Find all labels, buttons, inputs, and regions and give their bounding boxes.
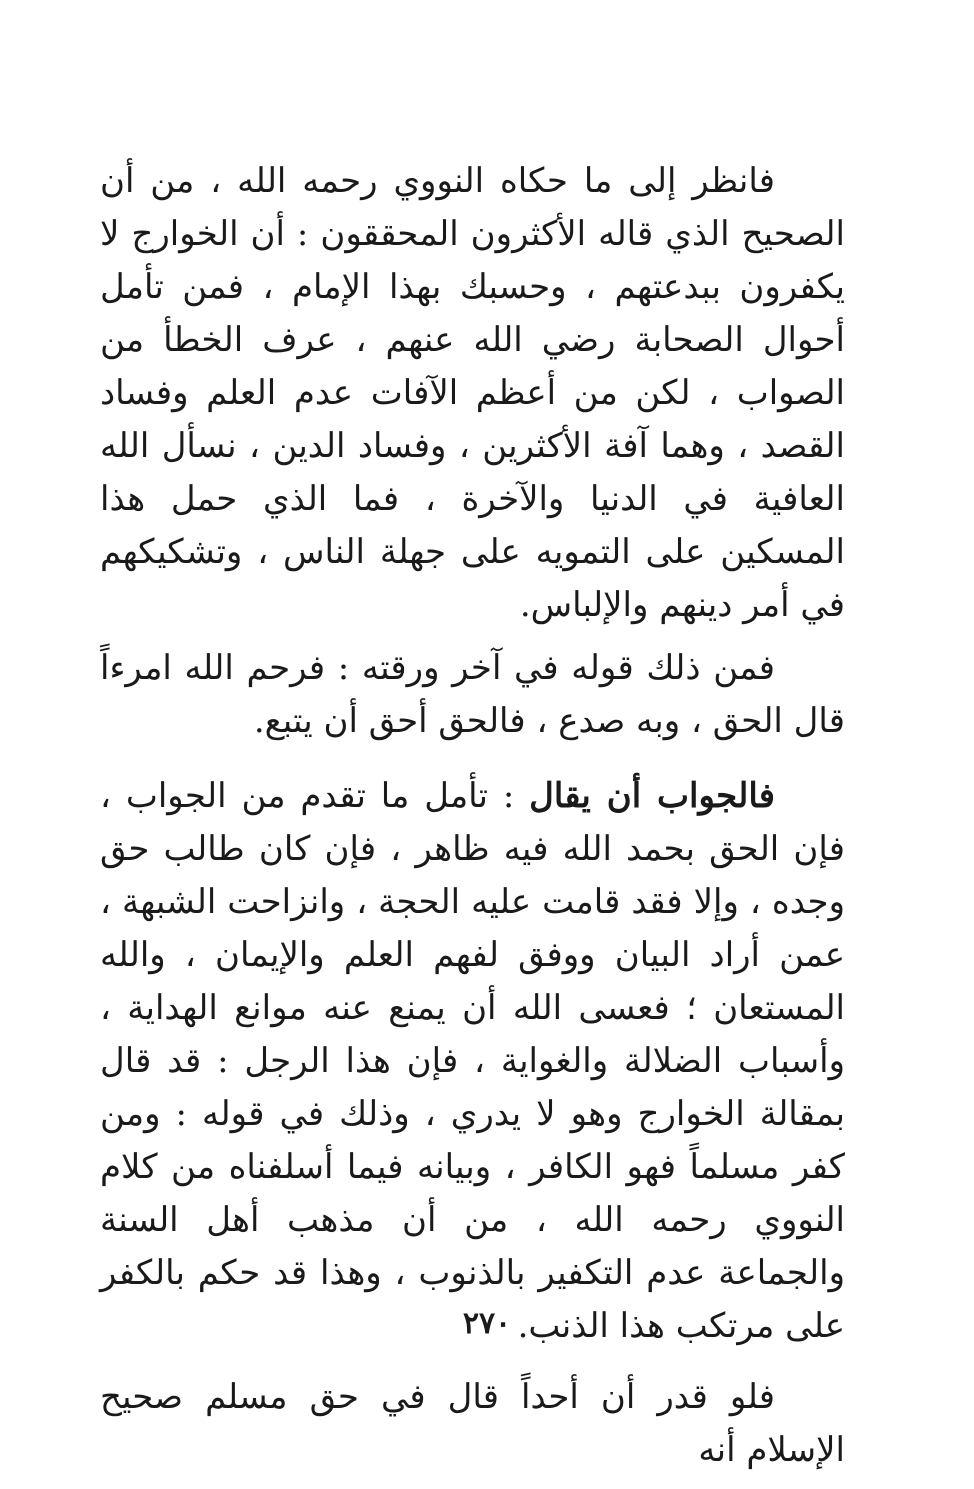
paragraph-2-text: فمن ذلك قوله في آخر ورقته : فرحم الله امرءاً قال الحق ، وبه صدع ، فالحق أحق أن يتبع. [100, 648, 845, 741]
paragraph-3 [100, 770, 845, 1353]
paragraph-3-lead: فالجواب أن يقال [529, 776, 775, 816]
page-body [100, 155, 845, 1477]
paragraph-4-text: فلو قدر أن أحداً قال في حق مسلم صحيح الإسلام أنه [100, 1377, 845, 1470]
paragraph-4 [100, 1371, 845, 1477]
page-number: ٢٧٠ [462, 1306, 512, 1341]
paragraph-1 [100, 155, 845, 632]
paragraph-3-text: : تأمل ما تقدم من الجواب ، فإن الحق بحمد الله فيه ظاهر ، فإن كان طالب حق وجده ، وإلا فقد قامت عليه الحجة ، وانزاحت الشبهة ، عمن أراد البيان ووفق لفهم العلم والإيمان ، والله المستعان ؛ فعسى الله أن يمنع عنه موانع الهداية ، وأسباب الضلالة والغواية ، فإن هذا الرجل : قد قال بمقالة الخوارج وهو لا يدري ، وذلك في قوله : ومن كفر مسلماً فهو الكافر ، وبيانه فيما أسلفناه من كلام النووي رحمه الله ، من أن مذهب أهل السنة والجماعة عدم التكفير بالذنوب ، وهذا قد حكم بالكفر على مرتكب هذا الذنب. [100, 776, 845, 1346]
paragraph-1-text: فانظر إلى ما حكاه النووي رحمه الله ، من أن الصحيح الذي قاله الأكثرون المحققون : أن الخوارج لا يكفرون ببدعتهم ، وحسبك بهذا الإمام ، فمن تأمل أحوال الصحابة رضي الله عنهم ، عرف الخطأ من الصواب ، لكن من أعظم الآفات عدم العلم وفساد القصد ، وهما آفة الأكثرين ، وفساد الدين ، نسأل الله العافية في الدنيا والآخرة ، فما الذي حمل هذا المسكين على التمويه على جهلة الناس ، وتشكيكهم في أمر دينهم والإلباس. [100, 161, 845, 625]
paragraph-2 [100, 642, 845, 748]
